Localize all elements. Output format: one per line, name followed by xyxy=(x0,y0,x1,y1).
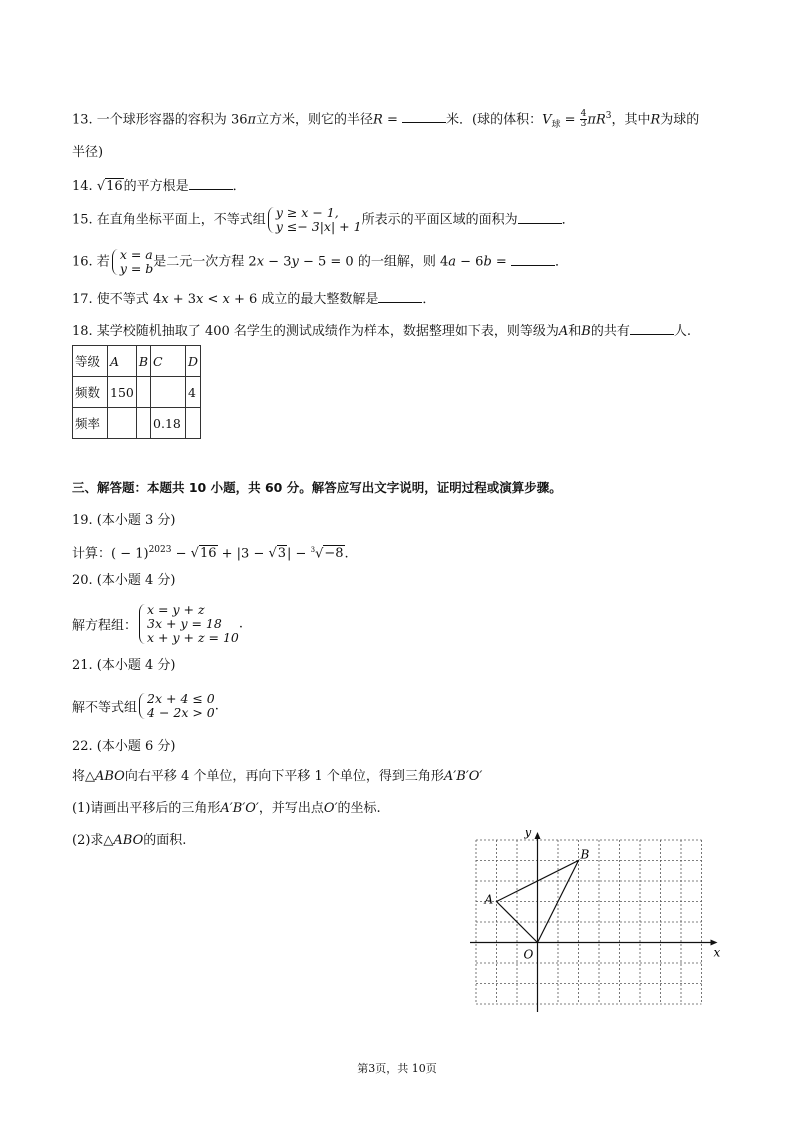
point-b-label: B xyxy=(580,847,590,862)
question-20: 解方程组： x = y + z 3x + y = 18 x + y + z = 10 . xyxy=(72,602,244,645)
question-20-head: 20. (本小题 4 分) xyxy=(72,573,176,588)
answer-blank xyxy=(518,211,562,224)
table-cell: 等级 xyxy=(73,346,108,377)
x-axis-label: x xyxy=(713,945,721,960)
coordinate-grid-figure xyxy=(466,830,726,1020)
frequency-table xyxy=(72,345,201,439)
table-cell xyxy=(186,408,201,439)
table-cell xyxy=(136,408,150,439)
solution-system: x = a y = b xyxy=(110,248,153,276)
inequality-system: 2x + 4 ≤ 0 4 − 2x > 0 xyxy=(137,692,215,720)
table-cell: 频数 xyxy=(73,377,108,408)
question-22-head: 22. (本小题 6 分) xyxy=(72,739,176,754)
table-row xyxy=(73,408,201,439)
table-cell: 150 xyxy=(108,377,137,408)
page-footer: 第3页，共 10页 xyxy=(357,1062,437,1075)
table-cell xyxy=(136,377,150,408)
sqrt: √3 xyxy=(268,546,287,562)
y-axis-arrow-icon xyxy=(535,832,541,839)
question-15: 15. 在直角坐标平面上，不等式组 y ≥ x − 1, y ≤− 3|x| + 1 所表示的平面区域的面积为 ． xyxy=(72,205,575,234)
sqrt: √16 xyxy=(96,179,123,194)
answer-blank xyxy=(402,110,446,123)
question-13-line2: 半径) xyxy=(72,145,104,160)
question-22-intro: 将△ABO向右平移 4 个单位，再向下平移 1 个单位，得到三角形A′B′O′ xyxy=(72,769,483,784)
table-row xyxy=(73,377,201,408)
answer-blank xyxy=(630,322,674,335)
inequality-system: y ≥ x − 1, y ≤− 3|x| + 1 xyxy=(266,206,362,234)
answer-blank xyxy=(378,290,422,303)
question-21: 解不等式组 2x + 4 ≤ 0 4 − 2x > 0 . xyxy=(72,691,219,720)
table-cell: 频率 xyxy=(73,408,108,439)
question-18: 18. 某学校随机抽取了 400 名学生的测试成绩作为样本，数据整理如下表，则等级为A和B的共有 人. xyxy=(72,324,692,339)
table-cell: 0.18 xyxy=(151,408,186,439)
table-cell: D xyxy=(186,346,201,377)
equation-system: x = y + z 3x + y = 18 x + y + z = 10 xyxy=(137,603,239,645)
table-row xyxy=(73,346,201,377)
question-22-part1: (1)请画出平移后的三角形A′B′O′，并写出点O′的坐标. xyxy=(72,801,381,816)
question-14: 14. √16的平方根是 ． xyxy=(72,177,246,197)
answer-blank xyxy=(511,253,555,266)
question-13: 13. 一个球形容器的容积为 36π立方米，则它的半径R = 米．(球的体积：$V_球$ = $\frac{4}{3}$ $\pi R^3$，其中R为球的 xyxy=(72,109,700,130)
sqrt: √16 xyxy=(190,546,217,562)
question-19: 计算：( − 1)$^{2023}$ − √16 + |3 − √3| − $^3$√−8. xyxy=(72,540,349,564)
question-22-part2: (2)求△ABO的面积. xyxy=(72,833,187,848)
y-axis-label: y xyxy=(524,830,532,839)
table-cell: A xyxy=(108,346,137,377)
table-cell xyxy=(108,408,137,439)
table-cell: B xyxy=(136,346,150,377)
fraction: $\frac{4}{3}$ xyxy=(580,109,587,130)
origin-label: O xyxy=(523,947,534,962)
point-a-label: A xyxy=(484,892,494,907)
question-17: 17. 使不等式 4x + 3x < x + 6 成立的最大整数解是 ． xyxy=(72,292,436,307)
table-cell: C xyxy=(151,346,186,377)
question-21-head: 21. (本小题 4 分) xyxy=(72,658,176,673)
section-heading: 三、解答题：本题共 10 小题，共 60 分。解答应写出文字说明，证明过程或演算步骤。 xyxy=(72,480,562,495)
table-cell xyxy=(151,377,186,408)
grid-lines xyxy=(476,840,702,1004)
question-19-head: 19. (本小题 3 分) xyxy=(72,513,176,528)
answer-blank xyxy=(189,177,233,190)
cube-root: $^3$√−8 xyxy=(310,546,344,562)
table-cell: 4 xyxy=(186,377,201,408)
question-16: 16. 若 x = a y = b 是二元一次方程 2x − 3y − 5 = 0 的一组解，则 4a − 6b = ． xyxy=(72,247,568,276)
